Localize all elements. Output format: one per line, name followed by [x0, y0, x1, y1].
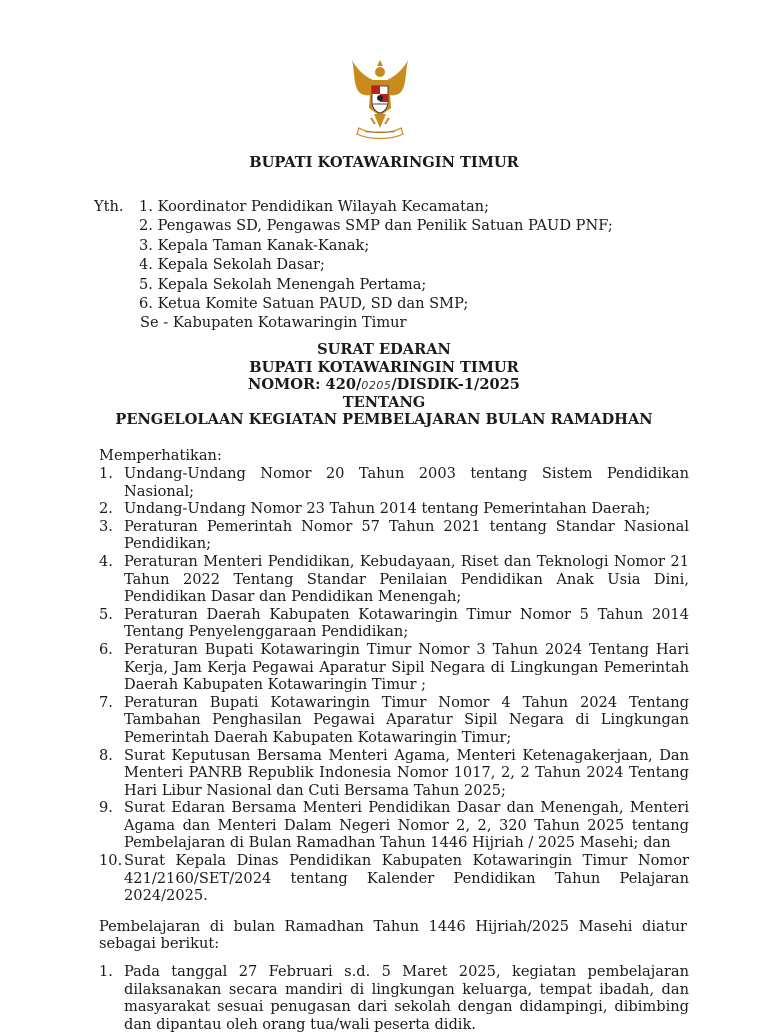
- list-item: [99, 747, 689, 800]
- list-item: [99, 963, 689, 1033]
- item-number: 10.: [99, 852, 123, 870]
- addressee-label: Yth.: [94, 198, 124, 215]
- list-item: [99, 852, 689, 905]
- item-number: 9.: [99, 799, 113, 817]
- list-item: [99, 500, 689, 518]
- list-item: [99, 694, 689, 747]
- item-number: 7.: [99, 693, 113, 711]
- document-number: [0, 376, 768, 394]
- addressee-item: 2. Pengawas SD, Pengawas SMP dan Penilik Satuan PAUD PNF;: [139, 217, 613, 235]
- document-body: [99, 447, 689, 1033]
- item-text: Peraturan Pemerintah Nomor 57 Tahun 2021 tentang Standar Nasional Pendidikan;: [124, 517, 689, 553]
- item-text: Peraturan Menteri Pendidikan, Kebudayaan, Riset dan Teknologi Nomor 21 Tahun 2022 Tentang Standar Penilaian Pendidikan Anak Usia Dini, Pendidikan Dasar dan Pendidikan Menengah;: [124, 552, 689, 606]
- circular-title-block: [0, 341, 768, 429]
- considerations-list: [99, 465, 689, 905]
- item-number: 2.: [99, 500, 113, 518]
- garuda-emblem-icon: [349, 58, 411, 148]
- subject-line: PENGELOLAAN KEGIATAN PEMBELAJARAN BULAN RAMADHAN: [115, 411, 653, 429]
- title-line: SURAT EDARAN: [317, 341, 451, 358]
- item-text: Pada tanggal 27 Februari s.d. 5 Maret 2025, kegiatan pembelajaran dilaksanakan secara mandiri di lingkungan keluarga, tempat ibadah, dan masyarakat sesuai penugasan dari sekolah dengan didampingi, dibimbing dan dipantau oleh orang tua/wali peserta didik.: [124, 963, 689, 1033]
- intro-paragraph: Pembelajaran di bulan Ramadhan Tahun 1446 Hijriah/2025 Masehi diatur sebagai berikut:: [99, 917, 687, 953]
- list-item: [99, 606, 689, 641]
- addressee-item: 4. Kepala Sekolah Dasar;: [139, 256, 325, 274]
- list-item: [99, 465, 689, 500]
- item-text: Peraturan Daerah Kabupaten Kotawaringin Timur Nomor 5 Tahun 2014 Tentang Penyelenggaraan Pendidikan;: [124, 605, 689, 641]
- title-line: TENTANG: [342, 393, 426, 411]
- list-item: [99, 553, 689, 606]
- number-suffix: /DISDIK-1/2025: [391, 376, 520, 394]
- addressee-region: Se - Kabupaten Kotawaringin Timur: [140, 314, 407, 332]
- item-text: Peraturan Bupati Kotawaringin Timur Nomor 4 Tahun 2024 Tentang Tambahan Penghasilan Pegawai Aparatur Sipil Negara di Lingkungan Pemerintah Daerah Kabupaten Kotawaringin Timur;: [124, 693, 689, 746]
- item-number: 1.: [99, 963, 113, 981]
- considerations-label: Memperhatikan:: [99, 447, 222, 464]
- item-number: 4.: [99, 552, 113, 570]
- list-item: [99, 641, 689, 694]
- addressee-item: 5. Kepala Sekolah Menengah Pertama;: [139, 275, 427, 293]
- item-number: 1.: [99, 465, 113, 482]
- title-line: BUPATI KOTAWARINGIN TIMUR: [249, 358, 519, 376]
- item-text: Surat Edaran Bersama Menteri Pendidikan Dasar dan Menengah, Menteri Agama dan Menteri Dalam Negeri Nomor 2, 2, 320 Tahun 2025 tentang Pembelajaran di Bulan Ramadhan Tahun 1446 Hijriah / 2025 Masehi; dan: [124, 799, 689, 852]
- number-prefix: NOMOR: 420/: [248, 376, 362, 394]
- item-text: Undang-Undang Nomor 20 Tahun 2003 tentang Sistem Pendidikan Nasional;: [124, 465, 689, 500]
- item-text: Surat Kepala Dinas Pendidikan Kabupaten Kotawaringin Timur Nomor 421/2160/SET/2024 tentang Kalender Pendidikan Tahun Pelajaran 2024/2025.: [124, 852, 689, 905]
- item-text: Surat Keputusan Bersama Menteri Agama, Menteri Ketenagakerjaan, Dan Menteri PANRB Republik Indonesia Nomor 1017, 2, 2 Tahun 2024 Tentang Hari Libur Nasional dan Cuti Bersama Tahun 2025;: [124, 746, 689, 799]
- item-number: 6.: [99, 640, 113, 658]
- handwritten-number: 0205: [361, 379, 392, 393]
- item-text: Undang-Undang Nomor 23 Tahun 2014 tentang Pemerintahan Daerah;: [124, 500, 651, 518]
- item-number: 5.: [99, 605, 113, 623]
- list-item: [99, 799, 689, 852]
- letterhead-title: BUPATI KOTAWARINGIN TIMUR: [249, 154, 519, 171]
- list-item: [99, 518, 689, 553]
- rules-list: [99, 963, 689, 1033]
- addressee-item: 6. Ketua Komite Satuan PAUD, SD dan SMP;: [139, 294, 469, 312]
- item-number: 3.: [99, 517, 113, 535]
- item-number: 8.: [99, 746, 113, 764]
- addressee-item: 1. Koordinator Pendidikan Wilayah Kecamatan;: [139, 198, 489, 215]
- addressee-list: [139, 198, 699, 334]
- item-text: Peraturan Bupati Kotawaringin Timur Nomor 3 Tahun 2024 Tentang Hari Kerja, Jam Kerja Pegawai Aparatur Sipil Negara di Lingkungan Pemerintah Daerah Kabupaten Kotawaringin Timur ;: [124, 640, 689, 694]
- addressee-item: 3. Kepala Taman Kanak-Kanak;: [139, 236, 370, 254]
